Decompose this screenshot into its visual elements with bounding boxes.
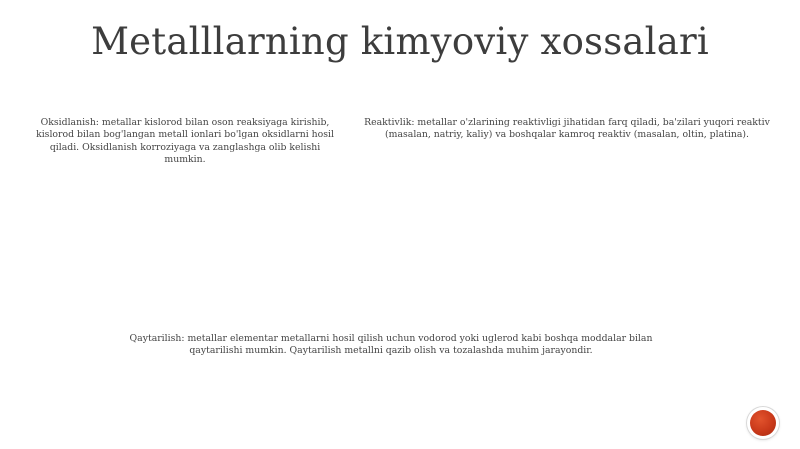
oxidation-text: Oksidlanish: metallar kislorod bilan oson reaksiyaga kirishib, kislorod bilan bog'langan metall ionlari bo'lgan oksidlarni hosil qiladi. Oksidlanish korroziyaga va zanglashga olib kelishi mumkin. bbox=[36, 117, 334, 165]
next-slide-button[interactable] bbox=[747, 407, 779, 439]
reactivity-text: Reaktivlik: metallar o'zlarining reaktivligi jihatidan farq qiladi, ba'zilari yuqori reaktiv (masalan, natriy, kaliy) va boshqalar kamroq reaktiv (masalan, oltin, platina). bbox=[364, 117, 770, 141]
slide-title: Metalllarning kimyoviy xossalari bbox=[91, 20, 709, 63]
reduction-text: Qaytarilish: metallar elementar metallarni hosil qilish uchun vodorod yoki uglerod kabi boshqa moddalar bilan qaytarilishi mumkin. Qaytarilish metallni qazib olish va tozalashda muhim jarayondir. bbox=[129, 333, 653, 357]
next-slide-circle-icon bbox=[750, 410, 776, 436]
